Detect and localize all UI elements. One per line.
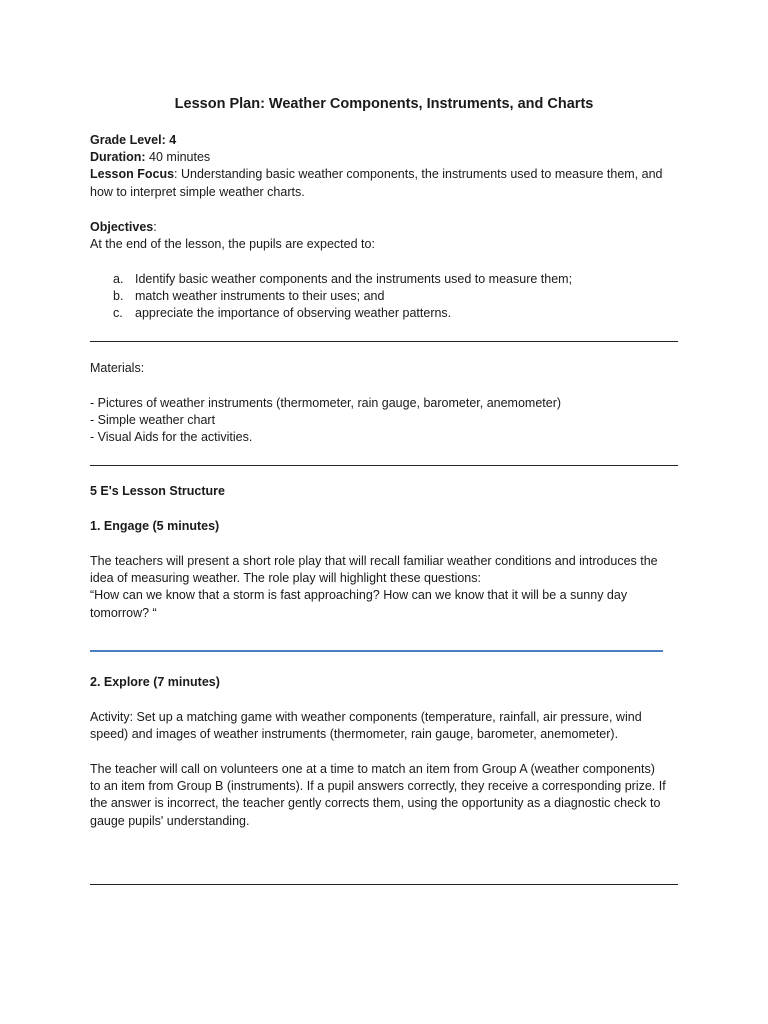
lesson-focus-text-2: how to interpret simple weather charts. — [90, 184, 305, 199]
list-marker: a. — [113, 272, 124, 286]
list-item-text: appreciate the importance of observing weather patterns. — [135, 306, 452, 321]
divider — [90, 465, 678, 466]
lesson-focus-text-1: : Understanding basic weather components, the instruments used to measure them, and — [174, 167, 663, 182]
list-item — [90, 288, 678, 305]
explore-procedure-line: The teacher will call on volunteers one at a time to match an item from Group A (weather components) — [90, 762, 655, 776]
list-item — [90, 305, 678, 322]
divider-blue — [90, 650, 663, 652]
materials-heading: Materials: — [90, 361, 145, 375]
objectives-section — [90, 219, 678, 253]
list-item-text: Identify basic weather components and the instruments used to measure them; — [135, 272, 573, 286]
engage-section — [90, 518, 678, 535]
list-item — [90, 271, 678, 288]
list-marker: b. — [113, 289, 124, 304]
divider — [90, 884, 678, 885]
duration-label: Duration: — [90, 150, 146, 165]
engage-heading: 1. Engage (5 minutes) — [90, 519, 220, 533]
engage-line: The teachers will present a short role play that will recall familiar weather conditions and introduces the — [90, 554, 658, 568]
materials-item: - Visual Aids for the activities. — [90, 430, 253, 445]
explore-procedure-line: gauge pupils' understanding. — [90, 813, 250, 828]
explore-section — [90, 674, 678, 691]
explore-heading: 2. Explore (7 minutes) — [90, 675, 220, 689]
explore-activity-line: speed) and images of weather instruments (thermometer, rain gauge, barometer, anemometer). — [90, 727, 619, 742]
objectives-intro: At the end of the lesson, the pupils are expected to: — [90, 237, 375, 252]
list-marker: c. — [113, 306, 123, 321]
materials-item: - Pictures of weather instruments (thermometer, rain gauge, barometer, anemometer) — [90, 396, 562, 410]
objectives-colon: : — [153, 220, 157, 234]
duration — [90, 149, 678, 166]
explore-activity — [90, 709, 678, 743]
engage-line: idea of measuring weather. The role play will highlight these questions: — [90, 571, 481, 586]
grade-level: Grade Level: 4 — [90, 133, 177, 147]
lesson-focus-label: Lesson Focus — [90, 167, 175, 182]
explore-procedure-line: the answer is incorrect, the teacher gently corrects them, using the opportunity as a diagnostic check to — [90, 796, 661, 811]
objectives-list — [90, 271, 678, 323]
engage-line: tomorrow? “ — [90, 605, 157, 620]
materials-list — [90, 395, 678, 447]
explore-activity-line: Activity: Set up a matching game with weather components (temperature, rainfall, air pressure, wind — [90, 710, 642, 724]
explore-procedure-line: to an item from Group B (instruments). If a pupil answers correctly, they receive a corresponding prize. If — [90, 779, 666, 794]
structure-section — [90, 483, 678, 500]
objectives-heading — [90, 219, 678, 236]
engage-line: “How can we know that a storm is fast approaching? How can we know that it will be a sunny day — [90, 588, 628, 603]
objectives-label: Objectives — [90, 220, 154, 234]
lesson-info — [90, 132, 678, 201]
materials-item: - Simple weather chart — [90, 413, 216, 428]
structure-heading: 5 E's Lesson Structure — [90, 484, 225, 498]
explore-procedure — [90, 761, 678, 830]
list-item-text: match weather instruments to their uses; and — [135, 289, 385, 304]
materials-section — [90, 360, 678, 377]
page-title: Lesson Plan: Weather Components, Instruments, and Charts — [174, 96, 594, 112]
duration-value: 40 minutes — [145, 150, 211, 165]
divider — [90, 341, 678, 342]
objectives-list-wrap — [90, 271, 678, 323]
lesson-focus — [90, 166, 678, 183]
engage-body — [90, 553, 678, 622]
